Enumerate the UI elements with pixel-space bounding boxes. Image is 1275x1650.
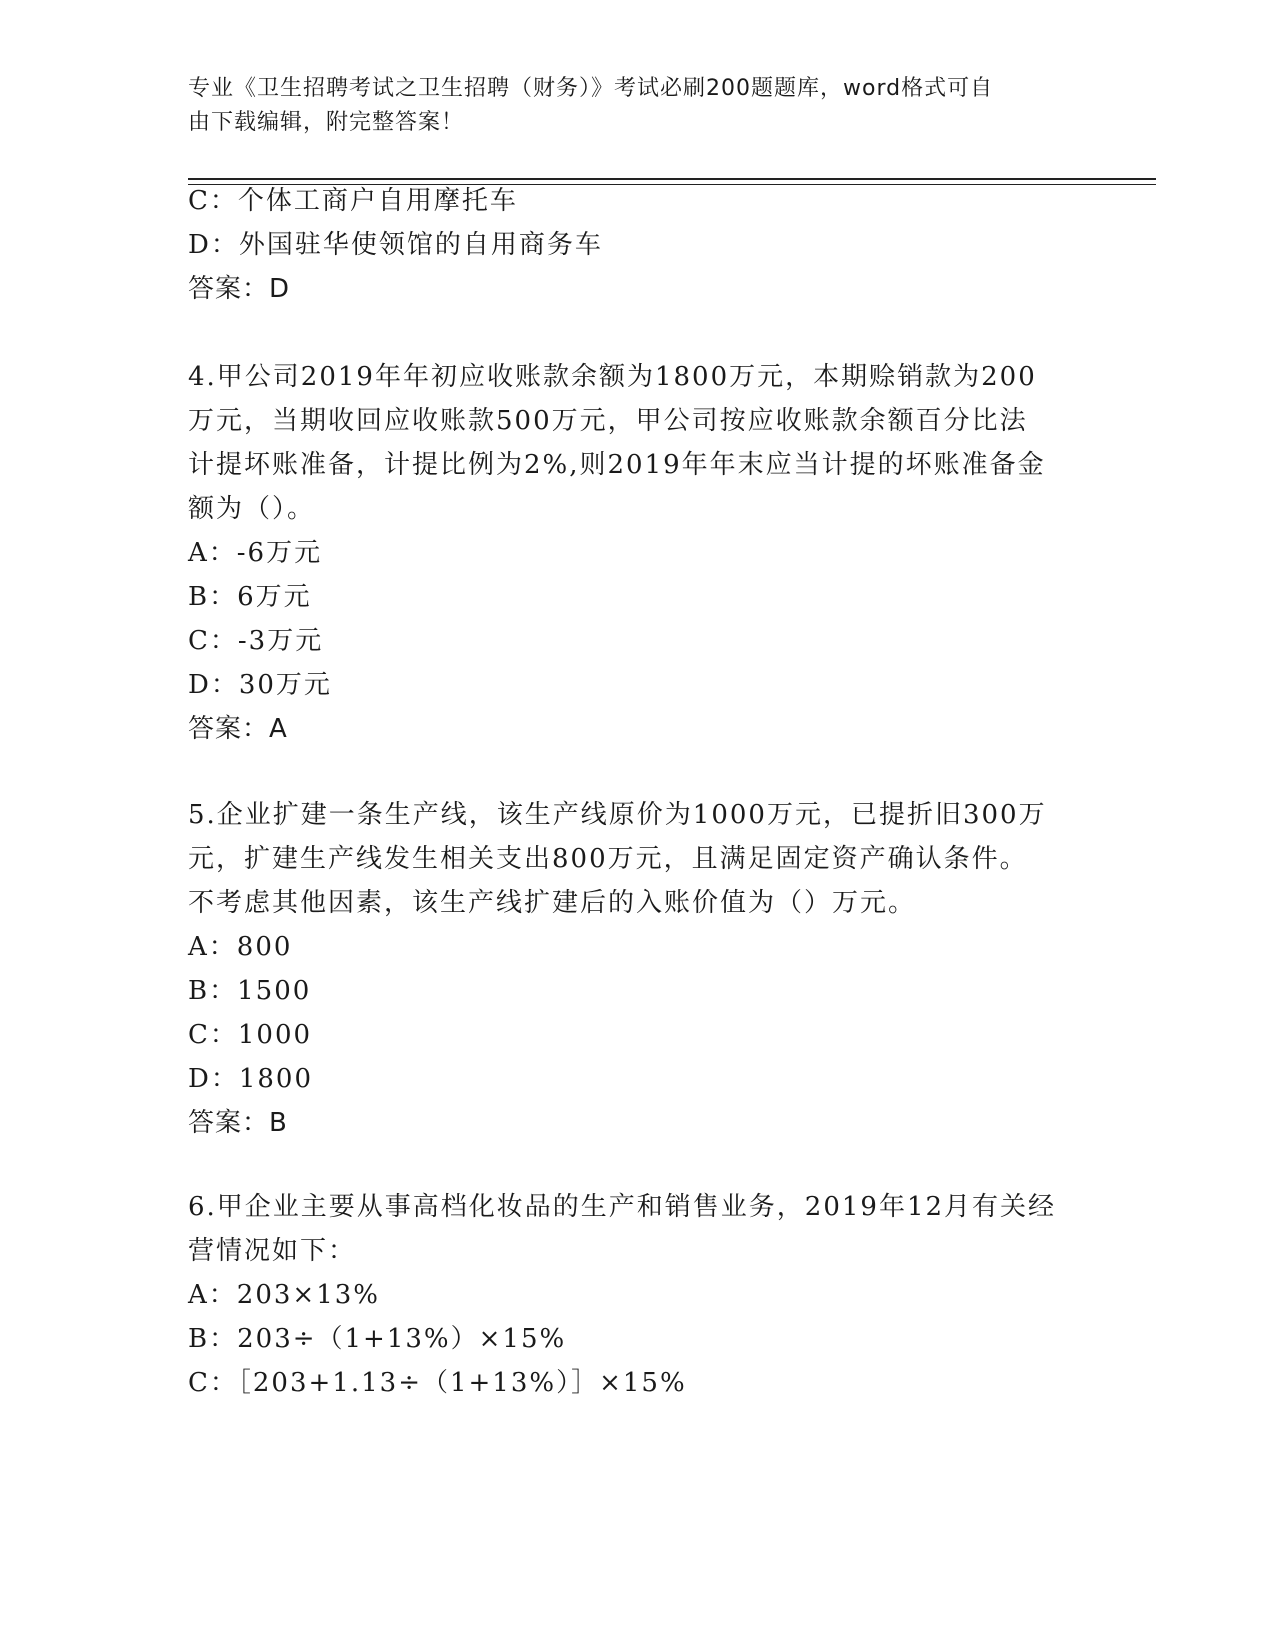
q5-answer: 答案：B xyxy=(188,1108,288,1138)
header-line-2: 由下载编辑，附完整答案！ xyxy=(188,110,465,135)
q4-stem-line-1: 4.甲公司2019年年初应收账款余额为1800万元，本期赊销款为200 xyxy=(188,362,1037,392)
q4-option-a: A：-6万元 xyxy=(188,538,323,568)
q5-stem-line-3: 不考虑其他因素，该生产线扩建后的入账价值为（）万元。 xyxy=(188,888,917,918)
q6-option-c: C：［203+1.13÷（1+13%）］×15% xyxy=(188,1368,687,1398)
q6-stem-line-2: 营情况如下： xyxy=(188,1236,357,1266)
q5-option-c: C：1000 xyxy=(188,1020,313,1050)
q6-option-a: A：203×13% xyxy=(188,1280,380,1310)
header-line-1: 专业《卫生招聘考试之卫生招聘（财务）》考试必刷200题题库，word格式可自 xyxy=(188,76,994,101)
q6-stem-line-1: 6.甲企业主要从事高档化妆品的生产和销售业务，2019年12月有关经 xyxy=(188,1192,1057,1222)
q4-stem-line-4: 额为（）。 xyxy=(188,494,316,524)
q3-answer: 答案：D xyxy=(188,274,291,304)
q5-stem-line-2: 元，扩建生产线发生相关支出800万元，且满足固定资产确认条件。 xyxy=(188,844,1028,874)
q5-stem-line-1: 5.企业扩建一条生产线，该生产线原价为1000万元，已提折旧300万 xyxy=(188,800,1047,830)
document-header xyxy=(188,72,1068,140)
q4-option-c: C：-3万元 xyxy=(188,626,324,656)
q5-option-a: A：800 xyxy=(188,932,293,962)
q5-option-b: B：1500 xyxy=(188,976,312,1006)
q3-option-c: C：个体工商户自用摩托车 xyxy=(188,186,518,216)
q5-option-d: D：1800 xyxy=(188,1064,314,1094)
q6-option-b: B：203÷（1+13%）×15% xyxy=(188,1324,567,1354)
q4-option-b: B：6万元 xyxy=(188,582,312,612)
q4-stem-line-2: 万元，当期收回应收账款500万元，甲公司按应收账款余额百分比法 xyxy=(188,406,1028,436)
q4-option-d: D：30万元 xyxy=(188,670,332,700)
q4-answer: 答案：A xyxy=(188,714,288,744)
q4-stem-line-3: 计提坏账准备，计提比例为2%,则2019年年末应当计提的坏账准备金 xyxy=(188,450,1046,480)
q3-option-d: D：外国驻华使领馆的自用商务车 xyxy=(188,230,603,260)
